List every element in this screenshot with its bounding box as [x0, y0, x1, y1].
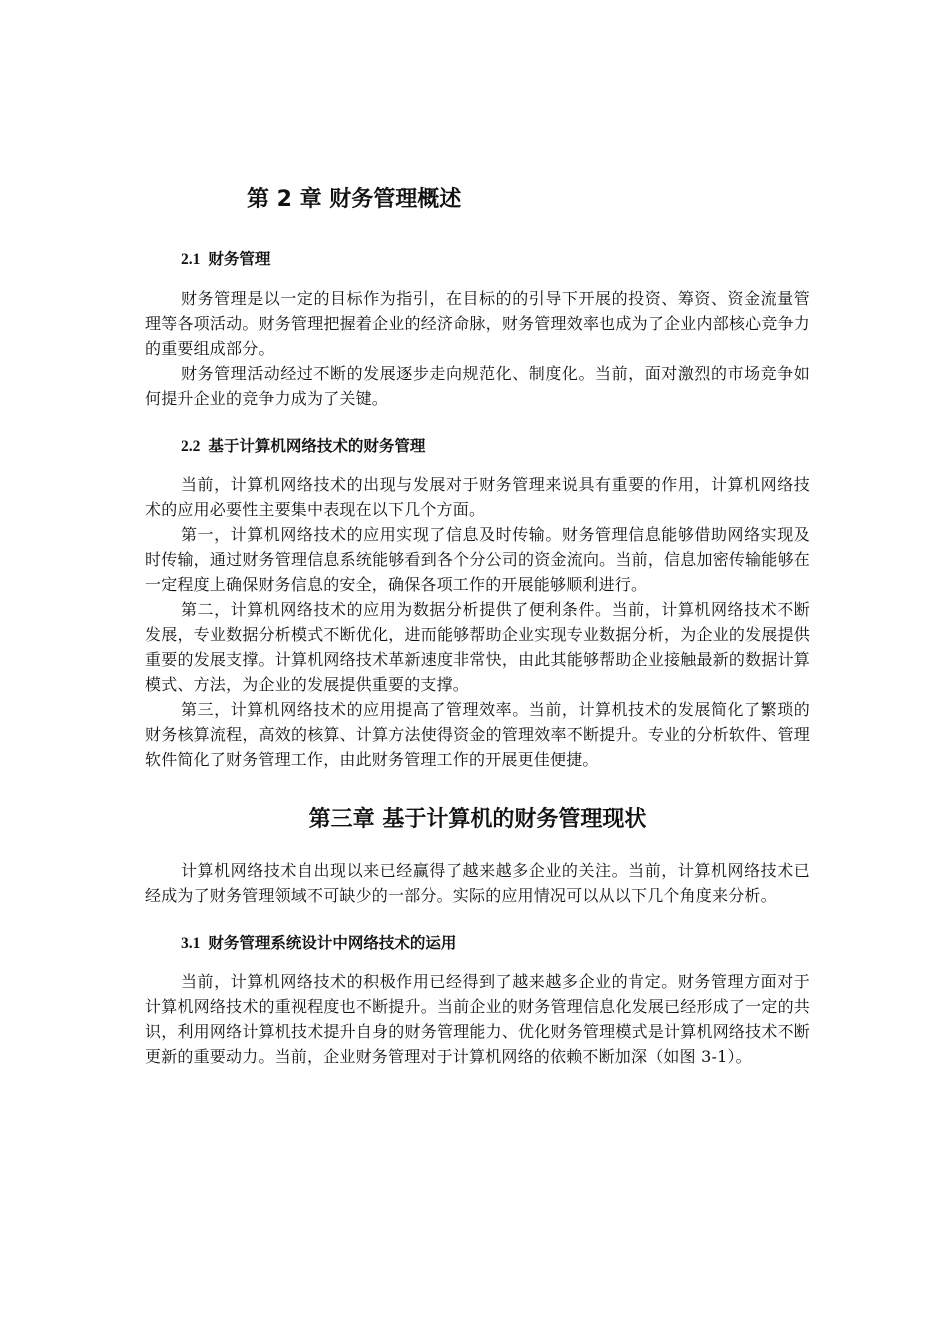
- paragraph: 财务管理是以一定的目标作为指引，在目标的的引导下开展的投资、筹资、资金流量管理等各项活动。财务管理把握着企业的经济命脉，财务管理效率也成为了企业内部核心竞争力的重要组成部分。: [145, 289, 810, 358]
- chapter-2-title: 第 2 章 财务管理概述: [247, 187, 462, 212]
- section-number: 2.1: [181, 251, 201, 268]
- section-number: 2.2: [181, 438, 201, 455]
- paragraph: 财务管理活动经过不断的发展逐步走向规范化、制度化。当前，面对激烈的市场竞争如何提升企业的竞争力成为了关键。: [145, 364, 810, 408]
- section-2-1-body: [145, 286, 810, 411]
- section-title: 基于计算机网络技术的财务管理: [208, 437, 426, 455]
- section-2-2-heading: [145, 433, 810, 460]
- chapter-3-title: 第三章 基于计算机的财务管理现状: [308, 807, 647, 832]
- section-2-1-heading: [145, 246, 810, 273]
- section-number: 3.1: [181, 935, 201, 952]
- chapter-3-intro: [145, 858, 810, 908]
- paragraph: 第三，计算机网络技术的应用提高了管理效率。当前，计算机技术的发展简化了繁琐的财务核算流程，高效的核算、计算方法使得资金的管理效率不断提升。专业的分析软件、管理软件简化了财务管理工作，由此财务管理工作的开展更佳便捷。: [145, 700, 810, 769]
- section-title: 财务管理: [208, 250, 271, 268]
- section-title: 财务管理系统设计中网络技术的运用: [208, 934, 457, 952]
- document-body: [145, 180, 810, 1069]
- section-3-1-heading: [145, 930, 810, 957]
- paragraph: 当前，计算机网络技术的积极作用已经得到了越来越多企业的肯定。财务管理方面对于计算机网络技术的重视程度也不断提升。当前企业的财务管理信息化发展已经形成了一定的共识，利用网络计算机技术提升自身的财务管理能力、优化财务管理模式是计算机网络技术不断更新的重要动力。当前，企业财务管理对于计算机网络的依赖不断加深（如图 3-1）。: [145, 972, 810, 1066]
- section-2-2-body: [145, 472, 810, 772]
- section-3-1-body: [145, 969, 810, 1069]
- paragraph: 计算机网络技术自出现以来已经赢得了越来越多企业的关注。当前，计算机网络技术已经成为了财务管理领域不可缺少的一部分。实际的应用情况可以从以下几个角度来分析。: [145, 861, 810, 905]
- paragraph: 当前，计算机网络技术的出现与发展对于财务管理来说具有重要的作用，计算机网络技术的应用必要性主要集中表现在以下几个方面。: [145, 475, 810, 519]
- paragraph: 第一，计算机网络技术的应用实现了信息及时传输。财务管理信息能够借助网络实现及时传输，通过财务管理信息系统能够看到各个分公司的资金流向。当前，信息加密传输能够在一定程度上确保财务信息的安全，确保各项工作的开展能够顺利进行。: [145, 525, 810, 594]
- paragraph: 第二，计算机网络技术的应用为数据分析提供了便利条件。当前，计算机网络技术不断发展，专业数据分析模式不断优化，进而能够帮助企业实现专业数据分析，为企业的发展提供重要的发展支撑。计算机网络技术革新速度非常快，由此其能够帮助企业接触最新的数据计算模式、方法，为企业的发展提供重要的支撑。: [145, 600, 810, 694]
